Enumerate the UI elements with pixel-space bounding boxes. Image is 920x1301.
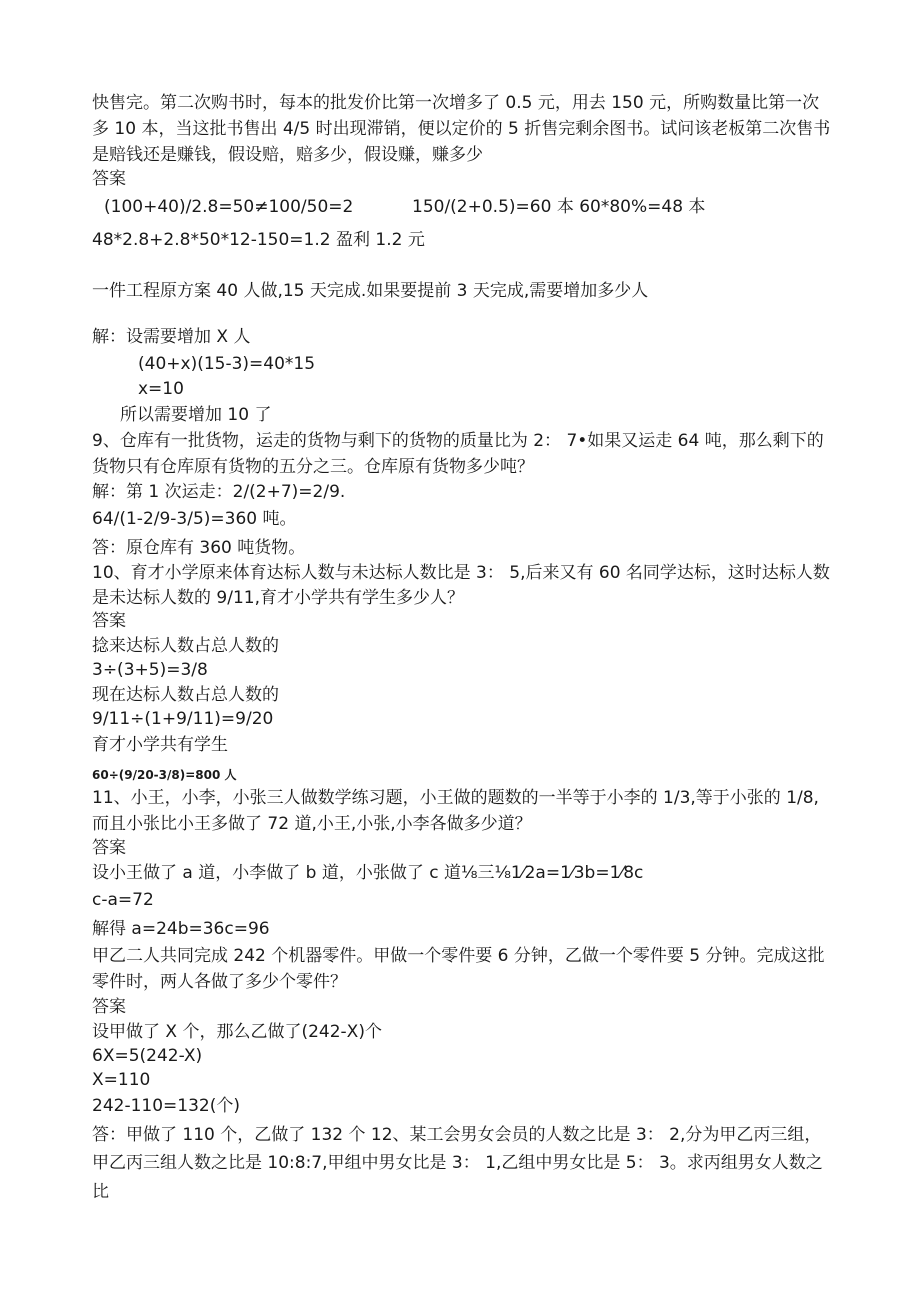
question-line: 货物只有仓库原有货物的五分之三。仓库原有货物多少吨？ [92,457,534,477]
equation-line: 3÷(3+5)=3/8 [92,660,208,680]
equation-line: x=10 [138,379,184,399]
equation-line: 242-110=132(个) [92,1096,240,1116]
question-line: 甲乙二人共同完成 242 个机器零件。甲做一个零件要 6 分钟，乙做一个零件要 5 分钟。完成这批 [92,946,825,966]
equation-line: (40+x)(15-3)=40*15 [138,354,316,374]
solution-line: 捻来达标人数占总人数的 [92,636,279,656]
solution-line: 解：设需要增加 X 人 [92,327,251,347]
question-line: 9、仓库有一批货物，运走的货物与剩下的货物的质量比为 2： 7•如果又运走 64 吨，那么剩下的 [92,431,824,451]
text-line: 多 10 本，当这批书售出 4/5 时出现滞销，便以定价的 5 折售完剩余图书。试问该老板第二次售书 [92,119,831,139]
equation-line: (100+40)/2.8=50≠100/50=2 [104,197,354,217]
solution-line: 现在达标人数占总人数的 [92,685,279,705]
equation-line: 150/(2+0.5)=60 本 60*80%=48 本 [412,197,706,217]
answer-label: 答案 [92,838,126,858]
answer-label: 答案 [92,169,126,189]
equation-line: 64/(1-2/9-3/5)=360 吨。 [92,509,297,529]
answer-label: 答案 [92,997,126,1017]
answer-label: 答案 [92,611,126,631]
question-line: 10、育才小学原来体育达标人数与未达标人数比是 3： 5,后来又有 60 名同学达标，这时达标人数 [92,563,830,583]
solution-line: 设甲做了 X 个，那么乙做了(242-X)个 [92,1022,382,1042]
question-line: 比 [92,1182,109,1202]
question-line: 而且小张比小王多做了 72 道,小王,小张,小李各做多少道？ [92,814,532,834]
question-line: 一件工程原方案 40 人做,15 天完成.如果要提前 3 天完成,需要增加多少人 [92,281,649,301]
equation-line: X=110 [92,1070,151,1090]
solution-line: 解：第 1 次运走：2/(2+7)=2/9. [92,482,346,502]
question-line: 零件时，两人各做了多少个零件？ [92,972,347,992]
question-line: 甲乙丙三组人数之比是 10:8:7,甲组中男女比是 3： 1,乙组中男女比是 5： 3。求丙组男女人数之 [92,1153,823,1173]
solution-line: 解得 a=24b=36c=96 [92,919,270,939]
equation-line: c-a=72 [92,890,154,910]
text-line: 快售完。第二次购书时，每本的批发价比第一次增多了 0.5 元，用去 150 元，所购数量比第一次 [92,93,820,113]
equation-line: 9/11÷(1+9/11)=9/20 [92,709,274,729]
equation-line: 48*2.8+2.8*50*12-150=1.2 盈利 1.2 元 [92,230,425,250]
equation-line: 6X=5(242-X) [92,1046,203,1066]
answer-line: 60÷(9/20-3/8)=800 人 [92,768,237,782]
text-line: 是赔钱还是赚钱，假设赔，赔多少，假设赚，赚多少 [92,145,483,165]
question-line: 是未达标人数的 9/11,育才小学共有学生多少人？ [92,588,464,608]
solution-line: 育才小学共有学生 [92,735,228,755]
solution-line: 设小王做了 a 道，小李做了 b 道，小张做了 c 道⅛三⅛1⁄2a=1⁄3b=1⁄8c [92,863,644,883]
solution-line: 所以需要增加 10 了 [120,405,272,425]
answer-line: 答：原仓库有 360 吨货物。 [92,538,306,558]
question-line: 11、小王，小李，小张三人做数学练习题，小王做的题数的一半等于小李的 1/3,等于小张的 1/8, [92,788,819,808]
answer-line: 答：甲做了 110 个，乙做了 132 个 12、某工会男女会员的人数之比是 3： 2,分为甲乙丙三组， [92,1125,822,1145]
